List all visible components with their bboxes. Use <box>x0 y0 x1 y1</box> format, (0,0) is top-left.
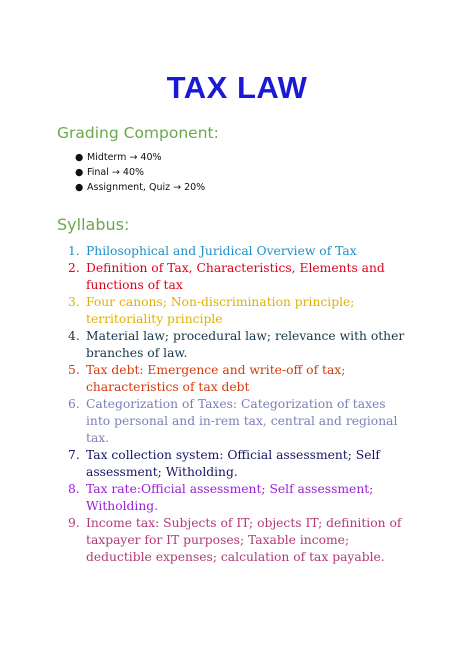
syllabus-item <box>68 328 408 362</box>
syllabus-item <box>68 243 408 260</box>
syllabus-item-number: 7. <box>68 448 80 462</box>
syllabus-item-number: 5. <box>68 363 80 377</box>
grading-item-text: Final → 40% <box>87 167 145 178</box>
syllabus-item-text: Material law; procedural law; relevance with other branches of law. <box>86 329 405 360</box>
syllabus-item <box>68 396 408 447</box>
syllabus-item-number: 3. <box>68 295 80 309</box>
grading-list <box>75 150 205 195</box>
bullet-icon: ● <box>75 182 84 193</box>
syllabus-item <box>68 447 408 481</box>
grading-item-text: Assignment, Quiz → 20% <box>87 182 206 193</box>
syllabus-heading: Syllabus: <box>57 215 130 234</box>
bullet-icon: ● <box>75 152 84 163</box>
syllabus-item-text: Tax collection system: Official assessment; Self assessment; Witholding. <box>86 448 380 479</box>
grading-item-final <box>75 165 205 180</box>
grading-item-midterm <box>75 150 205 165</box>
syllabus-item-number: 6. <box>68 397 80 411</box>
syllabus-item <box>68 362 408 396</box>
syllabus-item-text: Four canons; Non-discrimination principle; territoriality principle <box>86 295 355 326</box>
syllabus-item <box>68 260 408 294</box>
syllabus-item-text: Definition of Tax, Characteristics, Elements and functions of tax <box>86 261 385 292</box>
syllabus-item-number: 1. <box>68 244 80 258</box>
grading-item-text: Midterm → 40% <box>87 152 162 163</box>
grading-item-assignment <box>75 180 205 195</box>
syllabus-item <box>68 515 408 566</box>
syllabus-item <box>68 294 408 328</box>
syllabus-list <box>68 243 408 566</box>
syllabus-item-number: 9. <box>68 516 80 530</box>
grading-heading: Grading Component: <box>57 124 219 142</box>
syllabus-item-number: 4. <box>68 329 80 343</box>
syllabus-item-number: 8. <box>68 482 80 496</box>
syllabus-item <box>68 481 408 515</box>
page-title: TAX LAW <box>166 70 308 105</box>
syllabus-item-text: Income tax: Subjects of IT; objects IT; definition of taxpayer for IT purposes; Taxable income; deductible expenses; calculation of tax payable. <box>86 516 402 564</box>
bullet-icon: ● <box>75 167 84 178</box>
syllabus-item-text: Categorization of Taxes: Categorization of taxes into personal and in-rem tax, central and regional tax. <box>86 397 398 445</box>
syllabus-item-text: Philosophical and Juridical Overview of Tax <box>86 244 357 258</box>
syllabus-item-number: 2. <box>68 261 80 275</box>
syllabus-item-text: Tax debt: Emergence and write-off of tax; characteristics of tax debt <box>86 363 346 394</box>
syllabus-item-text: Tax rate:Official assessment; Self assessment; Witholding. <box>86 482 374 513</box>
